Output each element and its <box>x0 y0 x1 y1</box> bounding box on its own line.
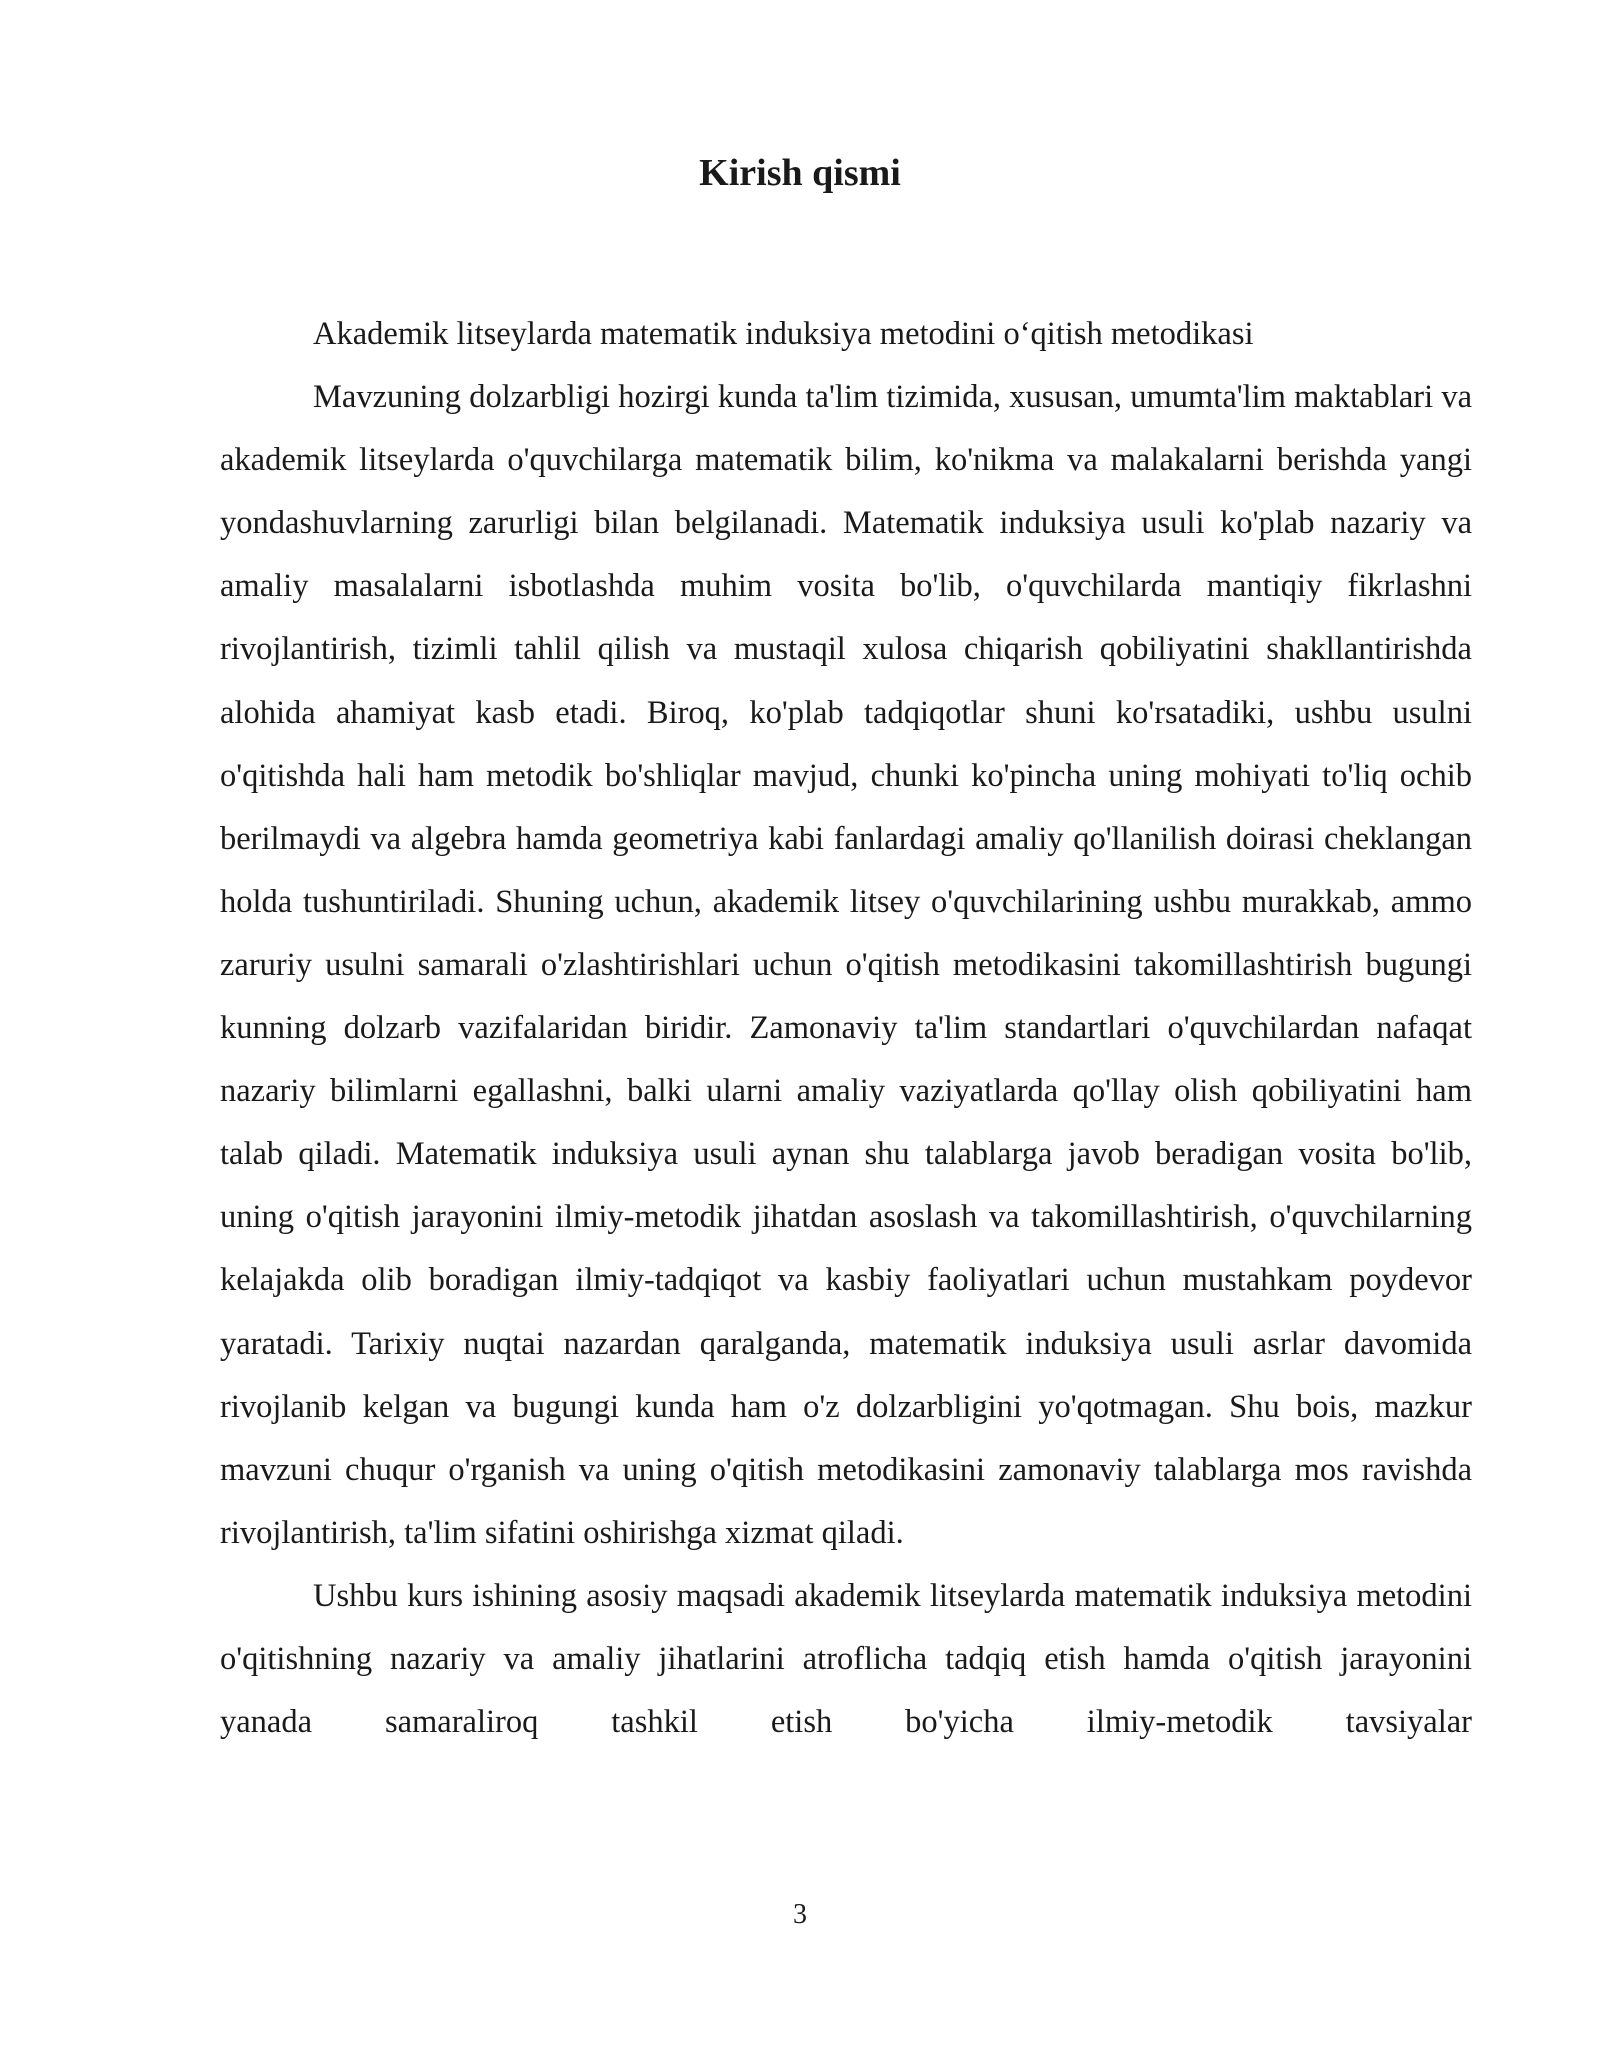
paragraph-aim: Ushbu kurs ishining asosiy maqsadi akademik litseylarda matematik induksiya metodini o'qitishning nazariy va amaliy jihatlarini atroflicha tadqiq etish hamda o'qitish jarayonini yanada samaraliroq tashkil etish bo'yicha ilmiy-metodik tavsiyalar <box>220 1577 1472 1741</box>
page-title: Kirish qismi <box>699 152 901 194</box>
paragraph-topic: Akademik litseylarda matematik induksiya metodini o‘qitish metodikasi <box>313 316 1254 352</box>
body-text <box>220 303 1472 1754</box>
paragraph-relevance: Mavzuning dolzarbligi hozirgi kunda ta'lim tizimida, xususan, umumta'lim maktablari va akademik litseylarda o'quvchilarga matematik bilim, ko'nikma va malakalarni berishda yangi yondashuvlarning zarurligi bilan belgilanadi. Matematik induksiya usuli ko'plab nazariy va amaliy masalalarni isbotlashda muhim vosita bo'lib, o'quvchilarda mantiqiy fikrlashni rivojlantirish, tizimli tahlil qilish va mustaqil xulosa chiqarish qobiliyatini shakllantirishda alohida ahamiyat kasb etadi. Biroq, ko'plab tadqiqotlar shuni ko'rsatadiki, ushbu usulni o'qitishda hali ham metodik bo'shliqlar mavjud, chunki ko'pincha uning mohiyati to'liq ochib berilmaydi va algebra hamda geometriya kabi fanlardagi amaliy qo'llanilish doirasi cheklangan holda tushuntiriladi. Shuning uchun, akademik litsey o'quvchilarining ushbu murakkab, ammo zaruriy usulni samarali o'zlashtirishlari uchun o'qitish metodikasini takomillashtirish bugungi kunning dolzarb vazifalaridan biridir. Zamonaviy ta'lim standartlari o'quvchilardan nafaqat nazariy bilimlarni egallashni, balki ularni amaliy vaziyatlarda qo'llay olish qobiliyatini ham talab qiladi. Matematik induksiya usuli aynan shu talablarga javob beradigan vosita bo'lib, uning o'qitish jarayonini ilmiy-metodik jihatdan asoslash va takomillashtirish, o'quvchilarning kelajakda olib boradigan ilmiy-tadqiqot va kasbiy faoliyatlari uchun mustahkam poydevor yaratadi. Tarixiy nuqtai nazardan qaralganda, matematik induksiya usuli asrlar davomida rivojlanib kelgan va bugungi kunda ham o'z dolzarbligini yo'qotmagan. Shu bois, mazkur mavzuni chuqur o'rganish va uning o'qitish metodikasini zamonaviy talablarga mos ravishda rivojlantirish, ta'lim sifatini oshirishga xizmat qiladi. <box>220 379 1472 1551</box>
page-number: 3 <box>793 1899 807 1930</box>
